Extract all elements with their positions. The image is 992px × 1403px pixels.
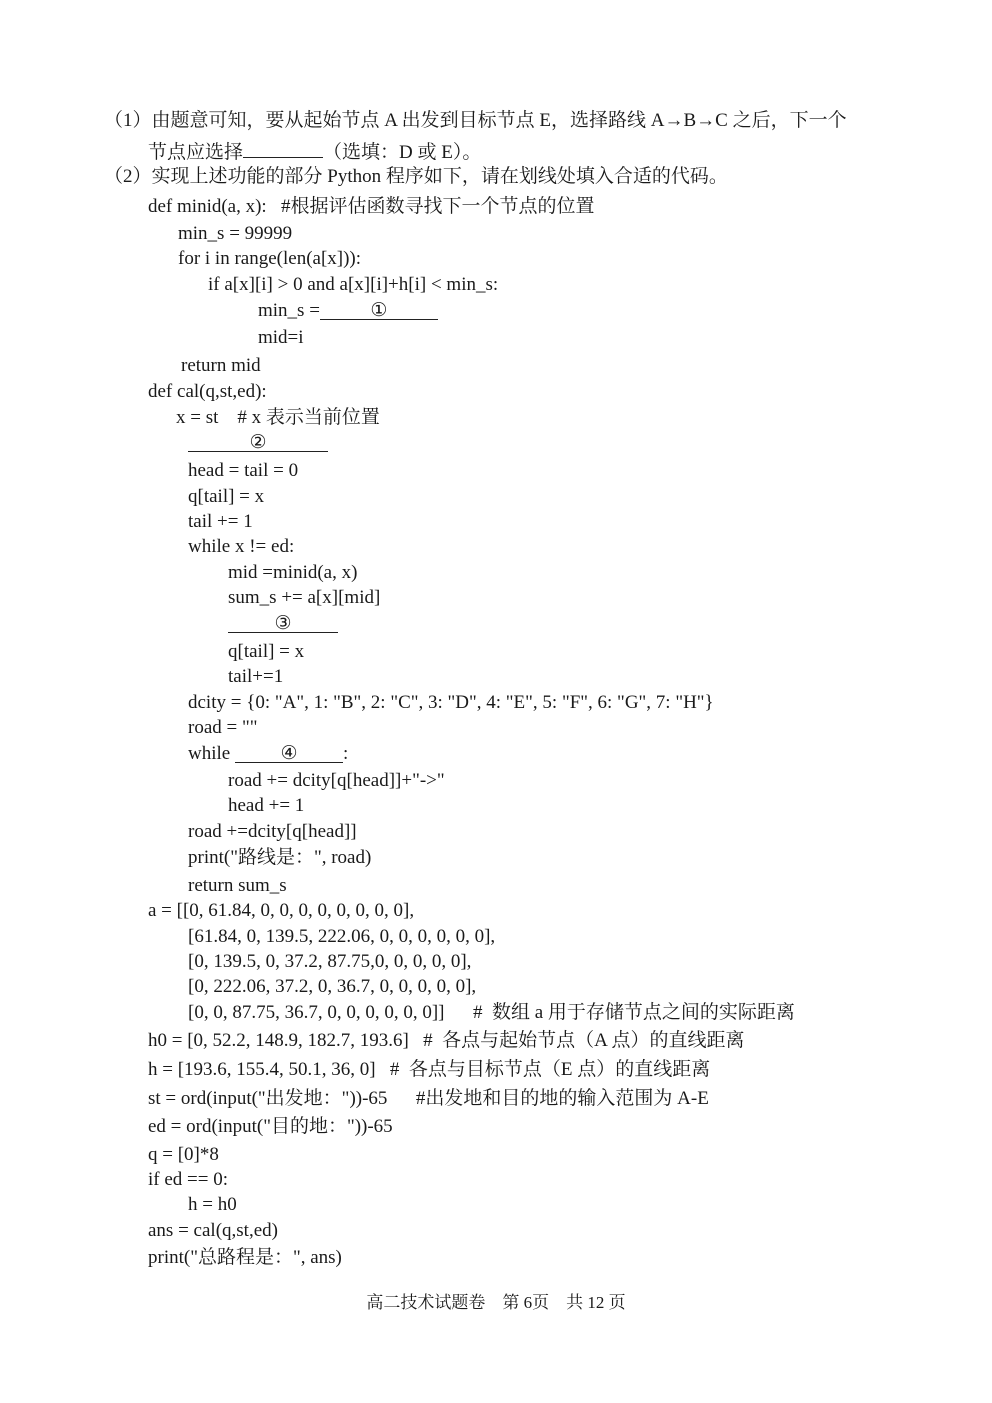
code-line: x = st # x 表示当前位置: [176, 407, 380, 428]
code-line: dcity = {0: "A", 1: "B", 2: "C", 3: "D", 4: "E", 5: "F", 6: "G", 7: "H"}: [188, 692, 714, 713]
code-line-blank-1: [258, 299, 438, 323]
code-line: while x != ed:: [188, 536, 295, 557]
code-line: st = ord(input("出发地："))-65 #出发地和目的地的输入范围为 A-E: [148, 1088, 709, 1109]
code-line: print("路线是：", road): [188, 847, 372, 868]
code-line: if ed == 0:: [148, 1169, 228, 1190]
fill-blank-4: ④: [235, 742, 343, 763]
code-prefix: min_s =: [258, 300, 320, 321]
fill-blank-3: ③: [228, 612, 338, 633]
code-line-blank-3: [228, 612, 338, 636]
code-line: tail += 1: [188, 511, 253, 532]
question-2-line-1: （2）实现上述功能的部分 Python 程序如下，请在划线处填入合适的代码。: [104, 166, 728, 187]
code-line: def cal(q,st,ed):: [148, 381, 267, 402]
code-line: ans = cal(q,st,ed): [148, 1220, 278, 1241]
code-line: h = h0: [188, 1194, 237, 1215]
code-suffix: :: [342, 743, 349, 764]
code-line-blank-4: [188, 742, 348, 766]
code-line: return mid: [181, 355, 261, 376]
code-line: head = tail = 0: [188, 460, 299, 481]
code-line: for i in range(len(a[x])):: [178, 248, 362, 269]
question-1-prefix: 节点应选择: [148, 142, 244, 163]
code-line: [0, 139.5, 0, 37.2, 87.75,0, 0, 0, 0, 0],: [188, 951, 472, 972]
code-line: ed = ord(input("目的地："))-65: [148, 1116, 393, 1137]
question-1-suffix: （选填：D 或 E）。: [323, 142, 482, 163]
code-line: a = [[0, 61.84, 0, 0, 0, 0, 0, 0, 0, 0],: [148, 900, 415, 921]
page-footer: 高二技术试题卷 第 6页 共 12 页: [366, 1293, 626, 1312]
question-1-line-2: [148, 137, 481, 165]
code-line: if a[x][i] > 0 and a[x][i]+h[i] < min_s:: [208, 274, 499, 295]
fill-blank-1: ①: [320, 299, 438, 320]
code-line: [0, 222.06, 37.2, 0, 36.7, 0, 0, 0, 0, 0],: [188, 976, 477, 997]
code-line: head += 1: [228, 795, 305, 816]
code-line: road += dcity[q[head]]+"->": [228, 770, 445, 791]
code-line: sum_s += a[x][mid]: [228, 587, 381, 608]
question-1-line-1: （1）由题意可知，要从起始节点 A 出发到目标节点 E，选择路线 A→B→C 之后，下一个: [104, 110, 847, 131]
code-line: mid=i: [258, 327, 304, 348]
code-line: road +=dcity[q[head]]: [188, 821, 357, 842]
code-line: def minid(a, x): #根据评估函数寻找下一个节点的位置: [148, 196, 595, 217]
fill-blank-2: ②: [188, 431, 328, 452]
code-prefix: while: [188, 743, 231, 764]
code-line: [0, 0, 87.75, 36.7, 0, 0, 0, 0, 0, 0]] # 数组 a 用于存储节点之间的实际距离: [188, 1002, 795, 1023]
code-line: q[tail] = x: [228, 641, 305, 662]
code-line: min_s = 99999: [178, 223, 293, 244]
code-line: [61.84, 0, 139.5, 222.06, 0, 0, 0, 0, 0, 0],: [188, 926, 496, 947]
code-line: print("总路程是：", ans): [148, 1247, 342, 1268]
code-line: q = [0]*8: [148, 1144, 219, 1165]
code-line: mid =minid(a, x): [228, 562, 358, 583]
code-line: h = [193.6, 155.4, 50.1, 36, 0] # 各点与目标节点（E 点）的直线距离: [148, 1059, 711, 1080]
code-line: road = "": [188, 717, 258, 738]
code-line: return sum_s: [188, 875, 287, 896]
answer-blank-q1: [243, 137, 323, 158]
code-line-blank-2: [188, 431, 328, 455]
code-line: h0 = [0, 52.2, 148.9, 182.7, 193.6] # 各点与起始节点（A 点）的直线距离: [148, 1030, 745, 1051]
code-line: q[tail] = x: [188, 486, 265, 507]
code-line: tail+=1: [228, 666, 284, 687]
